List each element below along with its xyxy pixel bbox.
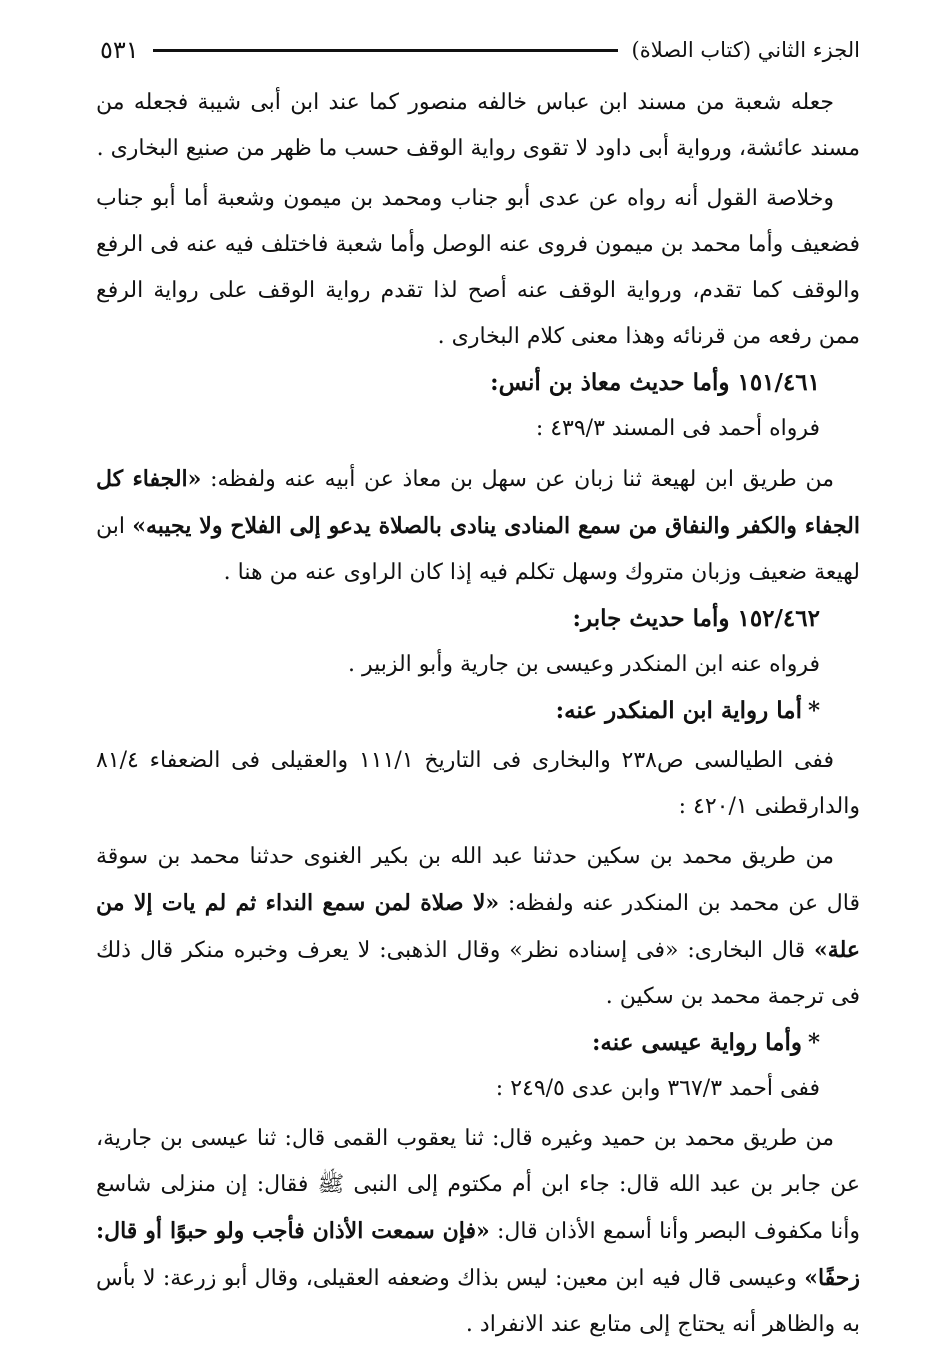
hadith-heading-jabir: ١٥٢/٤٦٢ وأما حديث جابر:	[572, 605, 820, 632]
subheading-isa	[96, 1020, 860, 1066]
header-rule	[153, 49, 618, 52]
paragraph-ibn-sukayn	[96, 834, 860, 1020]
narration-chain: من طريق محمد بن حميد وغيره قال: ثنا يعقوب القمى قال: ثنا عيسى بن جارية، عن جابر بن عبد الله قال: جاء ابن أم مكتوم إلى النبى ﷺ فقال: إن منزلى شاسع وأنا مكفوف البصر وأنا أسمع الأذان قال:	[96, 1126, 860, 1244]
subheading-ibn-munkadir	[96, 688, 860, 734]
source-line-ahmad: فرواه أحمد فى المسند ٤٣٩/٣ :	[535, 416, 820, 441]
narration-chain: من طريق ابن لهيعة ثنا زبان عن سهل بن معاذ عن أبيه عنه ولفظه:	[201, 467, 834, 492]
asterisk-icon: *	[807, 1029, 820, 1056]
hadith-quote: «فإن سمعت الأذان فأجب ولو حبوًا أو قال: زحفًا»	[96, 1218, 860, 1291]
page-body	[96, 80, 860, 1348]
paragraph-sources: ففى الطيالسى ص٢٣٨ والبخارى فى التاريخ ١١١/١ والعقيلى فى الضعفاء ٨١/٤ والدارقطنى ٤٢٠/١ :	[96, 748, 860, 819]
page-number: ٥٣١	[100, 36, 139, 64]
source-line-narrators: فرواه عنه ابن المنكدر وعيسى بن جارية وأبو الزبير .	[347, 652, 820, 677]
narration-chain: من طريق محمد بن سكين حدثنا عبد الله بن بكير الغنوى حدثنا محمد بن سوقة قال عن محمد بن المنكدر عنه ولفظه:	[96, 844, 860, 916]
paragraph-isa-jariya	[96, 1116, 860, 1348]
subheading-text: أما رواية ابن المنكدر عنه:	[555, 697, 802, 724]
narration-comment: وعيسى قال فيه ابن معين: ليس بذاك وضعفه العقيلى، وقال أبو زرعة: لا بأس به والظاهر أنه يحتاج إلى متابع عند الانفراد .	[96, 1266, 860, 1337]
paragraph-ibn-lahia	[96, 456, 860, 596]
source-line-ahmad-ibn-adi: ففى أحمد ٣٦٧/٣ وابن عدى ٢٤٩/٥ :	[495, 1076, 820, 1101]
subheading-text: وأما رواية عيسى عنه:	[591, 1029, 802, 1056]
asterisk-icon: *	[807, 697, 820, 724]
paragraph-summary: وخلاصة القول أنه رواه عن عدى أبو جناب ومحمد بن ميمون وشعبة أما أبو جناب فضعيف وأما محمد بن ميمون فروى عنه الوصل وأما شعبة فاختلف فيه عنه فى الرفع والوقف كما تقدم، ورواية الوقف عنه أصح لذا تقدم رواية الوقف على رواية الرفع ممن رفعه من قرنائه وهذا معنى كلام البخارى .	[96, 186, 860, 349]
narration-comment: قال البخارى: «فى إسناده نظر» وقال الذهبى: لا يعرف وخبره منكر قال ذلك فى ترجمة محمد بن سكين .	[96, 938, 860, 1009]
paragraph-continuation: جعله شعبة من مسند ابن عباس خالفه منصور كما عند ابن أبى شيبة فجعله من مسند عائشة، ورواية أبى داود لا تقوى رواية الوقف حسب ما ظهر من صنيع البخارى .	[96, 90, 860, 161]
hadith-quote: «لا صلاة لمن سمع النداء ثم لم يات إلا من علة»	[96, 890, 860, 963]
hadith-heading-muadh: ١٥١/٤٦١ وأما حديث معاذ بن أنس:	[490, 369, 820, 396]
running-title: الجزء الثاني (كتاب الصلاة)	[631, 38, 860, 62]
page-header	[100, 30, 860, 70]
narration-comment: ابن لهيعة ضعيف وزبان متروك وسهل تكلم فيه إذا كان الراوى عنه من هنا .	[96, 514, 860, 585]
hadith-quote: «الجفاء كل الجفاء والكفر والنفاق من سمع المنادى ينادى بالصلاة يدعو إلى الفلاح ولا يجيبه»	[96, 466, 860, 539]
